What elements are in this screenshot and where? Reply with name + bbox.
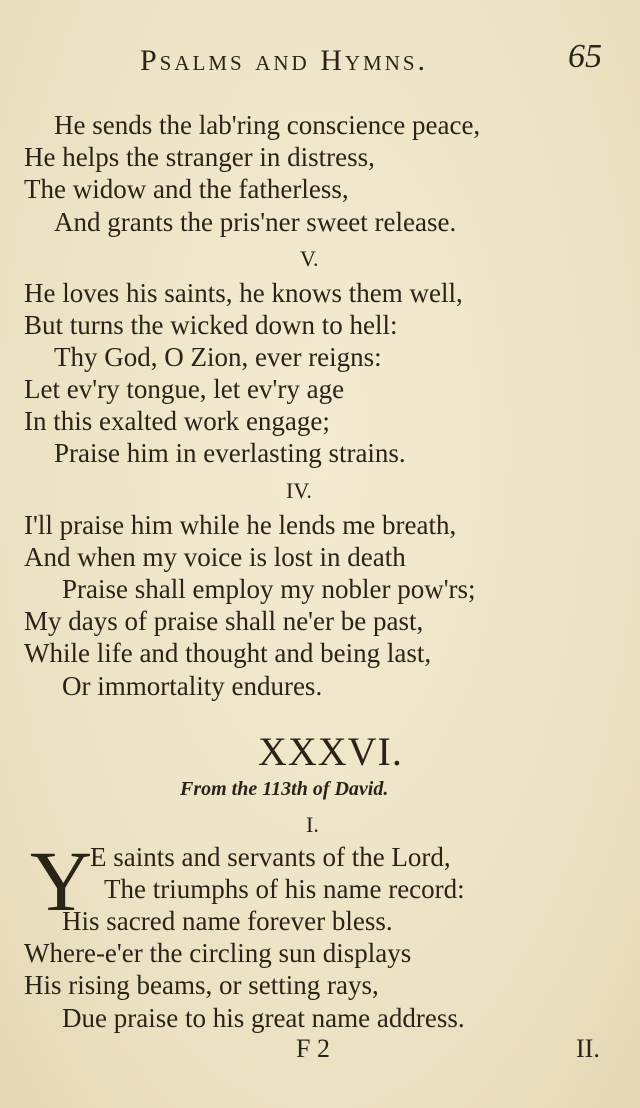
stanza-numeral: IV. bbox=[286, 478, 312, 503]
signature-mark: F 2 bbox=[296, 1034, 330, 1063]
verse-line: And when my voice is lost in death bbox=[24, 542, 406, 572]
verse-line: Praise shall employ my nobler pow'rs; bbox=[62, 574, 476, 604]
verse-line: But turns the wicked down to hell: bbox=[24, 310, 398, 340]
running-title: Psalms and Hymns. bbox=[140, 44, 429, 77]
verse-line: E saints and servants of the Lord, bbox=[90, 842, 451, 872]
psalm-subtitle: From the 113th of David. bbox=[180, 778, 389, 800]
catchword: II. bbox=[576, 1034, 600, 1063]
verse-line: Thy God, O Zion, ever reigns: bbox=[54, 342, 382, 372]
verse-line: Or immortality endures. bbox=[62, 671, 323, 701]
verse-line: Let ev'ry tongue, let ev'ry age bbox=[24, 374, 345, 404]
stanza-numeral: I. bbox=[306, 812, 319, 837]
verse-line: Where-e'er the circling sun displays bbox=[24, 938, 412, 968]
verse-line: He helps the stranger in distress, bbox=[24, 142, 375, 172]
verse-line: And grants the pris'ner sweet release. bbox=[54, 207, 457, 237]
verse-line: His rising beams, or setting rays, bbox=[24, 970, 379, 1000]
verse-line: While life and thought and being last, bbox=[24, 638, 432, 668]
verse-line: In this exalted work engage; bbox=[24, 406, 330, 436]
verse-line: My days of praise shall ne'er be past, bbox=[24, 606, 424, 636]
verse-line: The triumphs of his name record: bbox=[104, 874, 465, 904]
psalm-title: XXXVI. bbox=[258, 729, 403, 774]
verse-line: He sends the lab'ring conscience peace, bbox=[54, 110, 481, 140]
verse-line: Due praise to his great name address. bbox=[62, 1003, 465, 1033]
verse-line: His sacred name forever bless. bbox=[62, 906, 393, 936]
verse-line: Praise him in everlasting strains. bbox=[54, 438, 406, 468]
stanza-numeral: V. bbox=[300, 246, 319, 271]
page-number: 65 bbox=[568, 38, 602, 75]
drop-cap: Y bbox=[30, 833, 93, 929]
verse-line: He loves his saints, he knows them well, bbox=[24, 278, 463, 308]
verse-line: I'll praise him while he lends me breath, bbox=[24, 510, 457, 540]
verse-line: The widow and the fatherless, bbox=[24, 174, 349, 204]
